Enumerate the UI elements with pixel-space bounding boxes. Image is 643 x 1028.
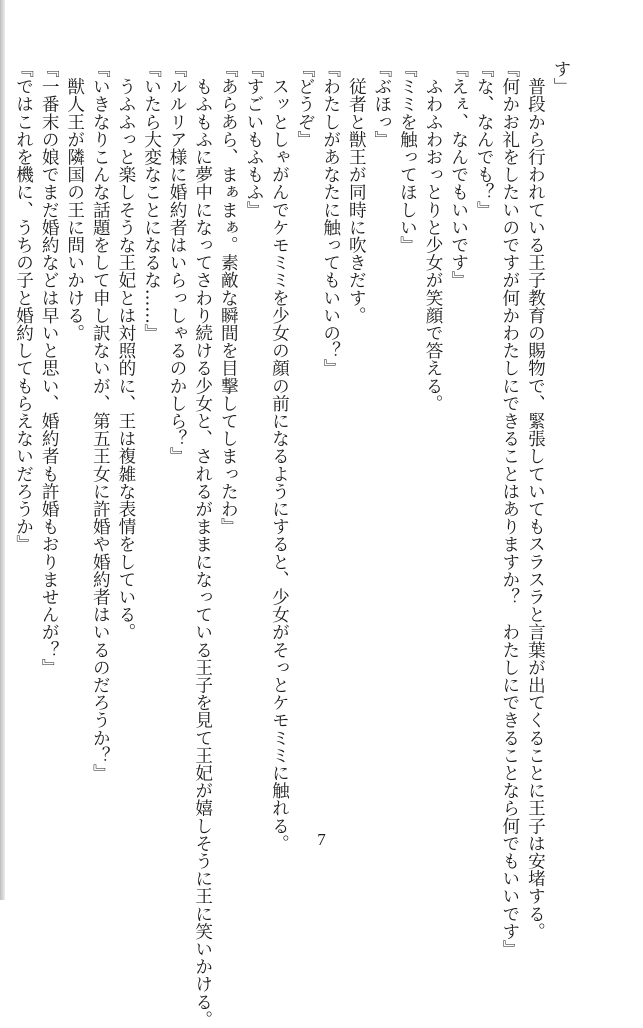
text-line: 『ぶほっ』 bbox=[371, 60, 392, 148]
text-line: 『ではこれを機に、うちの子と婚約してもらえないだろうか』 bbox=[13, 60, 34, 553]
text-line: 『一番末の娘でまだ婚約などは早いと思い、婚約者も許婚もおりませんが？』 bbox=[39, 60, 60, 676]
text-line: 『すごいもふもふ』 bbox=[243, 60, 264, 219]
text-line: もふもふに夢中になってさわり続ける少女と、されるがままになっている王子を見て王妃が嬉しそうに王に笑いかける。 bbox=[192, 60, 213, 1028]
page-binding-edge bbox=[0, 0, 5, 900]
text-line: 『な、なんでも？』 bbox=[474, 60, 495, 219]
text-line: 普段から行われている王子教育の賜物で、緊張していてもスラスラと言葉が出てくることに王子は安堵する。 bbox=[525, 60, 546, 940]
text-line: 『何かお礼をしたいのですが何かわたしにできることはありますか？ わたしにできることなら何でもいいです』 bbox=[499, 60, 520, 958]
text-line: スッとしゃがんでケモミミを少女の顔の前になるようにすると、少女がそっとケモミミに触れる。 bbox=[269, 60, 290, 852]
text-line: 『あらあら、まぁまぁ。素敵な瞬間を目撃してしまったわ』 bbox=[218, 60, 239, 536]
page-number: 7 bbox=[317, 830, 326, 849]
text-line: 『えぇ、なんでもいいです』 bbox=[448, 60, 469, 289]
text-line: す」 bbox=[551, 60, 571, 96]
text-line: 『どうぞ』 bbox=[295, 60, 316, 148]
text-line: ふわふわおっとりと少女が笑顔で答える。 bbox=[423, 60, 444, 412]
text-line: 『いたら大変なことになるな……』 bbox=[141, 60, 162, 342]
text-line: 『いきなりこんな話題をして申し訳ないが、第五王女に許婚や婚約者はいるのだろうか？』 bbox=[90, 60, 111, 782]
text-line: 『わたしがあなたに触ってもいいの？』 bbox=[320, 60, 341, 377]
text-line: うふふっと楽しそうな王妃とは対照的に、王は複雑な表情をしている。 bbox=[115, 60, 136, 641]
text-line: 従者と獣王が同時に吹きだす。 bbox=[346, 60, 367, 324]
text-line: 『ルルリア様に婚約者はいらっしゃるのかしら？』 bbox=[167, 60, 188, 465]
text-line: 『ミミを触ってほしい』 bbox=[397, 60, 418, 254]
vertical-text-body bbox=[13, 60, 573, 1028]
text-line: 獣人王が隣国の王に問いかける。 bbox=[64, 60, 85, 342]
